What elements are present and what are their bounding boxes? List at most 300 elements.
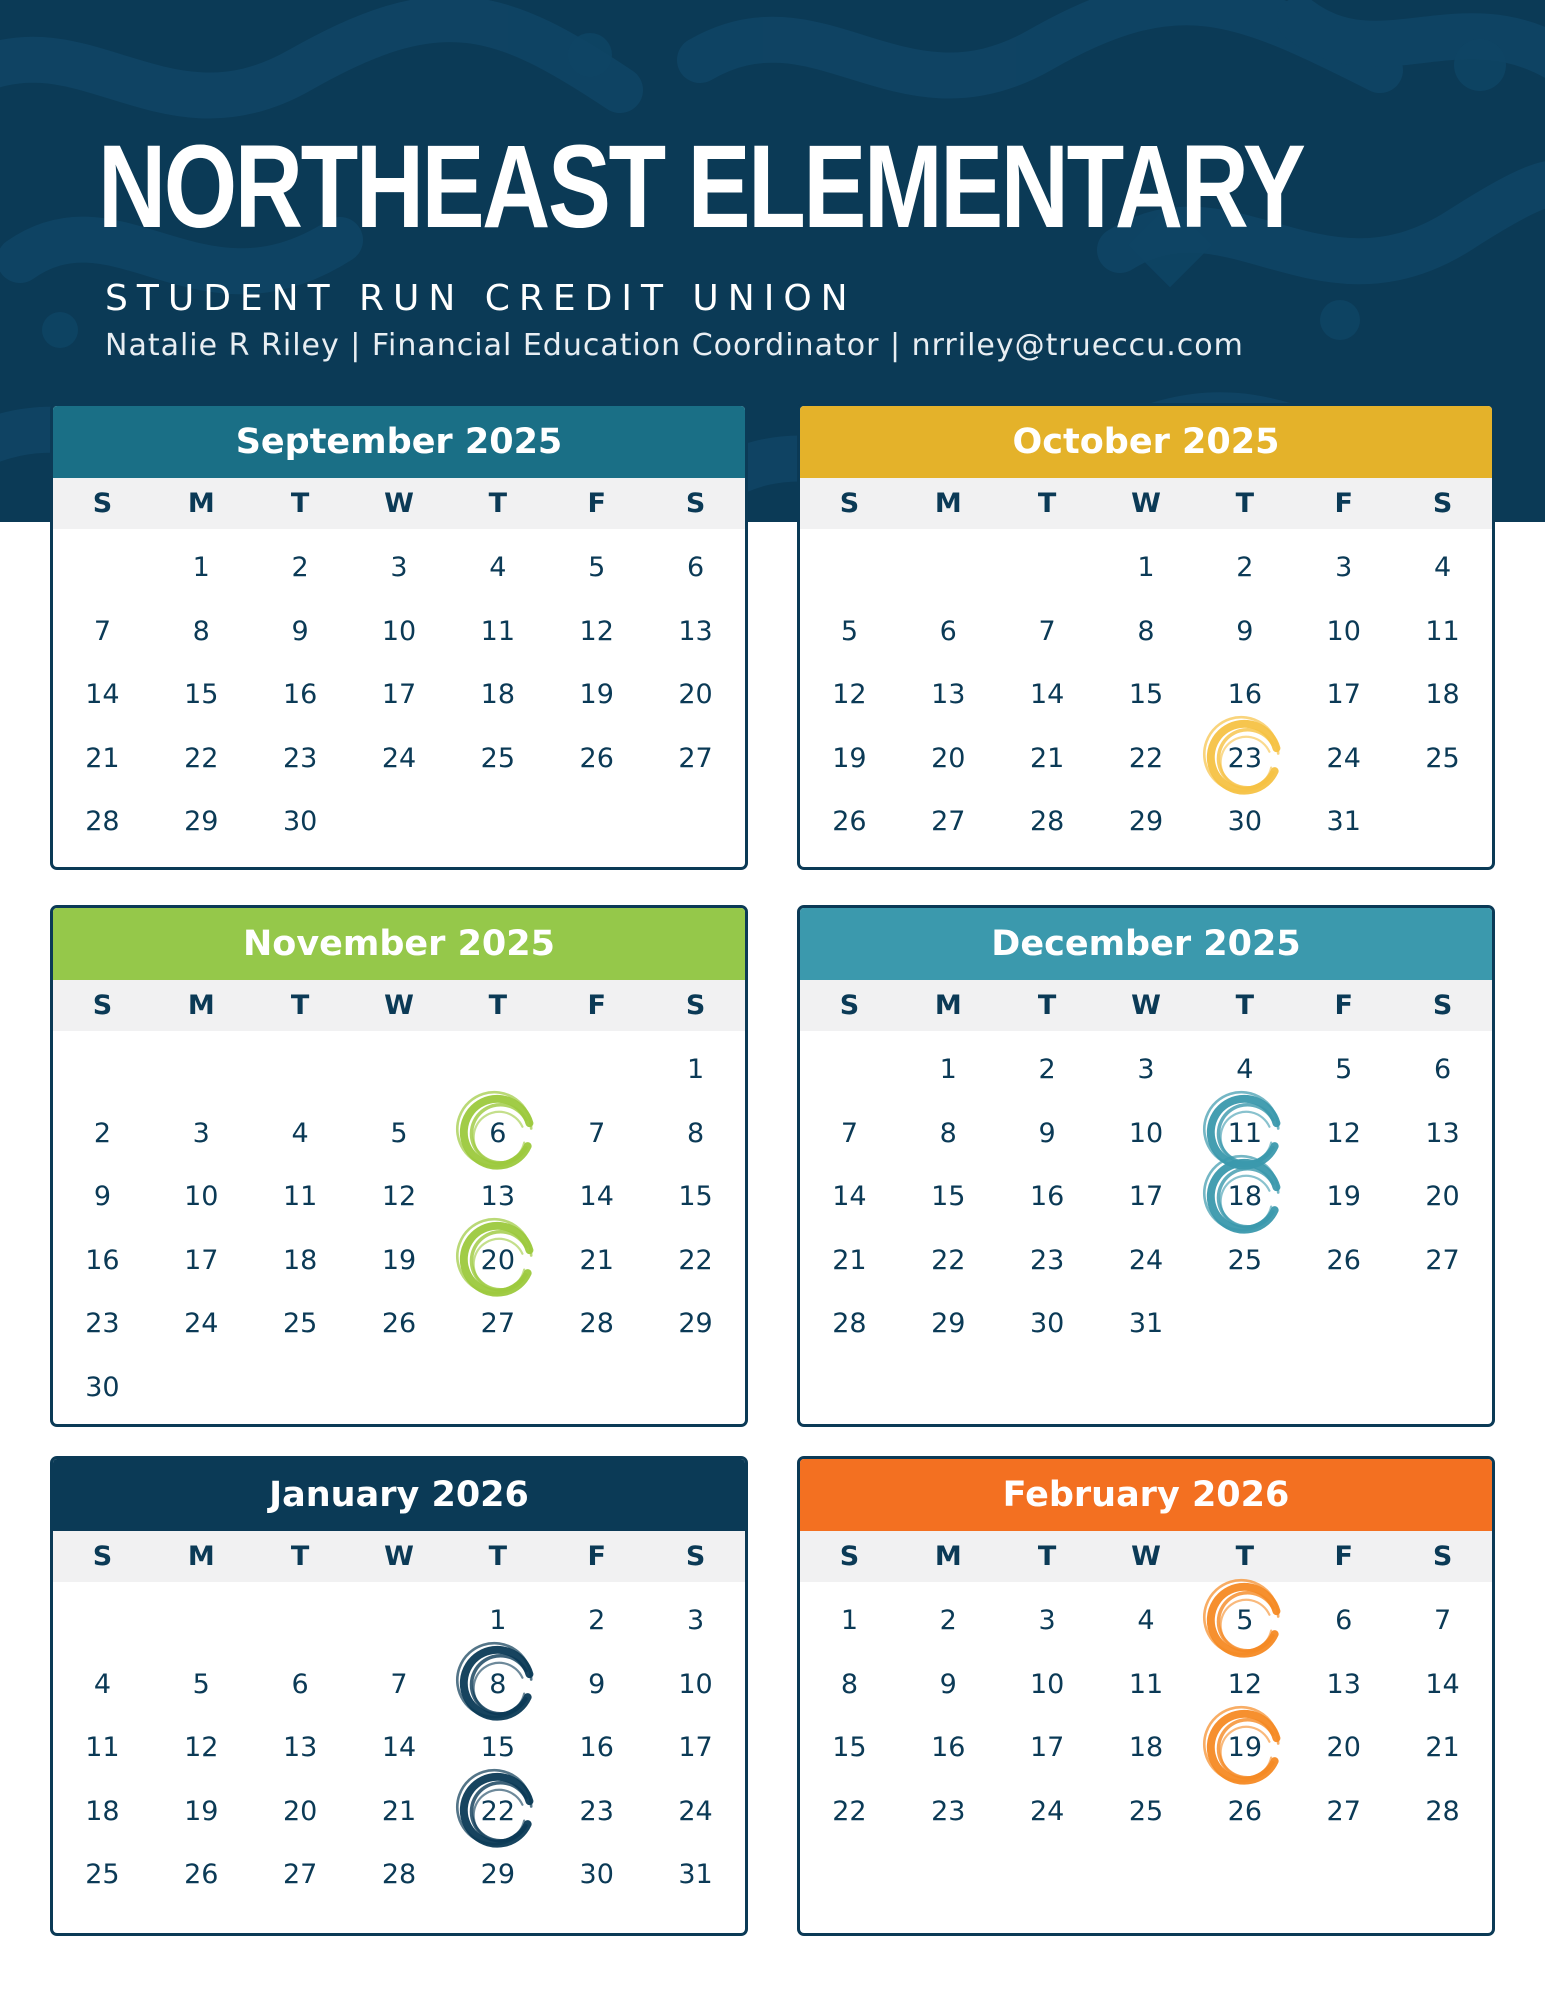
- day-cell: [998, 600, 1097, 664]
- day-number: 30: [282, 806, 318, 837]
- day-cell: [899, 1165, 998, 1229]
- day-number: 15: [480, 1732, 516, 1763]
- day-number: 3: [1137, 1054, 1155, 1085]
- day-cell: [1097, 1165, 1196, 1229]
- day-number: 8: [686, 1117, 705, 1149]
- day-number: 26: [1326, 1244, 1361, 1276]
- weekday-label: W: [1131, 1541, 1161, 1572]
- day-cell: [350, 1165, 449, 1229]
- day-number: 6: [939, 615, 957, 647]
- day-cell: [251, 1716, 350, 1780]
- day-number: 28: [85, 806, 120, 837]
- day-number: 18: [1227, 1181, 1263, 1212]
- weekday-label: M: [187, 488, 215, 519]
- empty-day-cell: [547, 1038, 646, 1102]
- day-cell: [152, 1229, 251, 1293]
- day-number: 27: [480, 1308, 516, 1339]
- day-number: 15: [184, 679, 219, 710]
- day-grid: [53, 1582, 745, 1907]
- day-number: 7: [1038, 615, 1056, 647]
- day-cell: [899, 727, 998, 791]
- day-number: 9: [1236, 615, 1254, 647]
- day-number: 20: [1425, 1181, 1460, 1212]
- day-number: 24: [184, 1308, 219, 1339]
- day-cell: [800, 1716, 899, 1780]
- month-title: November 2025: [53, 908, 745, 980]
- day-cell: [251, 600, 350, 664]
- day-number: 19: [832, 742, 867, 774]
- day-cell: [350, 1716, 449, 1780]
- day-number: 2: [291, 552, 309, 583]
- day-number: 22: [678, 1244, 713, 1276]
- day-cell: [1097, 1038, 1196, 1102]
- day-number: 7: [1433, 1605, 1452, 1636]
- day-number: 26: [1227, 1795, 1263, 1827]
- day-cell: [800, 1165, 899, 1229]
- day-cell: [1294, 727, 1393, 791]
- weekday-label: S: [1432, 1541, 1453, 1572]
- day-cell: [251, 1229, 350, 1293]
- day-cell: [350, 600, 449, 664]
- day-number: 29: [1128, 806, 1164, 837]
- day-cell: [899, 1292, 998, 1356]
- day-number: 11: [480, 615, 516, 647]
- day-number: 28: [832, 1308, 867, 1339]
- day-number: 20: [678, 679, 713, 710]
- weekday-label: F: [587, 488, 606, 519]
- day-cell: [899, 663, 998, 727]
- day-cell: [350, 1102, 449, 1166]
- month-title: February 2026: [800, 1459, 1492, 1531]
- day-number: 12: [184, 1732, 219, 1763]
- day-cell: [1294, 536, 1393, 600]
- day-number: 14: [1029, 679, 1065, 710]
- day-cell: [350, 663, 449, 727]
- weekday-label: M: [187, 990, 215, 1021]
- day-number: 17: [184, 1244, 219, 1276]
- day-number: 14: [381, 1732, 417, 1763]
- weekday-label: T: [488, 1541, 508, 1572]
- day-cell: [1393, 600, 1492, 664]
- day-cell: [53, 1356, 152, 1420]
- day-cell: [899, 1780, 998, 1844]
- day-number: 21: [579, 1244, 614, 1276]
- day-number: 3: [192, 1117, 210, 1149]
- day-cell: [998, 1780, 1097, 1844]
- month-calendar-october-2025: [797, 403, 1495, 870]
- day-cell: [1195, 727, 1294, 791]
- day-cell: [1097, 1716, 1196, 1780]
- day-cell: [1393, 1038, 1492, 1102]
- day-number: 11: [282, 1181, 318, 1212]
- day-number: 2: [93, 1117, 112, 1149]
- day-cell: [152, 1780, 251, 1844]
- day-number: 12: [579, 615, 614, 647]
- day-number: 19: [1326, 1181, 1361, 1212]
- day-number: 21: [85, 742, 120, 774]
- day-cell: [53, 1843, 152, 1907]
- weekday-label: M: [187, 1541, 215, 1572]
- empty-day-cell: [800, 1038, 899, 1102]
- month-calendar-february-2026: [797, 1456, 1495, 1936]
- day-number: 17: [381, 679, 417, 710]
- day-cell: [1393, 1716, 1492, 1780]
- day-number: 6: [1433, 1054, 1452, 1085]
- day-cell: [1393, 1653, 1492, 1717]
- day-cell: [998, 663, 1097, 727]
- day-number: 5: [1236, 1605, 1254, 1636]
- day-cell: [350, 1843, 449, 1907]
- weekday-header-row: [53, 478, 745, 529]
- day-number: 10: [1128, 1117, 1164, 1149]
- day-number: 13: [282, 1732, 318, 1763]
- day-cell: [350, 1292, 449, 1356]
- weekday-label: M: [934, 1541, 962, 1572]
- day-cell: [1294, 1780, 1393, 1844]
- day-cell: [800, 1102, 899, 1166]
- day-number: 9: [939, 1668, 957, 1700]
- day-grid: [800, 1031, 1492, 1356]
- day-cell: [350, 1229, 449, 1293]
- day-cell: [251, 727, 350, 791]
- empty-day-cell: [53, 1038, 152, 1102]
- day-number: 24: [1128, 1244, 1164, 1276]
- day-number: 26: [579, 742, 614, 774]
- day-number: 19: [184, 1795, 219, 1827]
- day-cell: [1294, 663, 1393, 727]
- day-number: 11: [1425, 615, 1460, 647]
- day-number: 13: [480, 1181, 516, 1212]
- day-cell: [152, 1102, 251, 1166]
- day-cell: [998, 1229, 1097, 1293]
- day-number: 7: [588, 1117, 606, 1149]
- day-cell: [547, 1589, 646, 1653]
- day-cell: [251, 1843, 350, 1907]
- day-cell: [448, 1229, 547, 1293]
- day-number: 3: [390, 552, 408, 583]
- day-number: 4: [489, 552, 507, 583]
- day-number: 15: [832, 1732, 867, 1763]
- weekday-label: F: [587, 1541, 606, 1572]
- day-cell: [1294, 790, 1393, 854]
- day-cell: [646, 1780, 745, 1844]
- day-cell: [998, 1102, 1097, 1166]
- day-cell: [251, 1653, 350, 1717]
- day-cell: [1097, 1780, 1196, 1844]
- day-cell: [998, 1716, 1097, 1780]
- day-number: 30: [1227, 806, 1263, 837]
- day-number: 2: [939, 1605, 957, 1636]
- day-number: 29: [480, 1859, 516, 1890]
- empty-day-cell: [251, 1038, 350, 1102]
- day-cell: [800, 1780, 899, 1844]
- day-cell: [1294, 1653, 1393, 1717]
- day-cell: [547, 1292, 646, 1356]
- day-number: 23: [931, 1795, 966, 1827]
- day-cell: [53, 1102, 152, 1166]
- day-cell: [251, 1780, 350, 1844]
- weekday-label: T: [1037, 990, 1057, 1021]
- day-cell: [646, 600, 745, 664]
- day-cell: [1294, 1229, 1393, 1293]
- weekday-label: S: [839, 1541, 860, 1572]
- day-cell: [1393, 1165, 1492, 1229]
- day-cell: [152, 1653, 251, 1717]
- day-cell: [1097, 1229, 1196, 1293]
- day-number: 5: [1335, 1054, 1353, 1085]
- weekday-header-row: [53, 980, 745, 1031]
- day-number: 16: [1227, 679, 1263, 710]
- day-cell: [53, 663, 152, 727]
- empty-day-cell: [998, 536, 1097, 600]
- day-number: 20: [480, 1244, 516, 1276]
- day-number: 23: [85, 1308, 120, 1339]
- day-grid: [53, 1031, 745, 1419]
- day-cell: [251, 790, 350, 854]
- day-cell: [1393, 1780, 1492, 1844]
- day-cell: [899, 790, 998, 854]
- day-cell: [1097, 663, 1196, 727]
- day-number: 6: [291, 1668, 309, 1700]
- day-cell: [547, 1653, 646, 1717]
- day-number: 25: [282, 1308, 318, 1339]
- day-number: 5: [390, 1117, 408, 1149]
- day-number: 22: [184, 742, 219, 774]
- day-number: 8: [840, 1668, 859, 1700]
- day-cell: [899, 1038, 998, 1102]
- weekday-label: S: [685, 1541, 706, 1572]
- organization-subtitle: STUDENT RUN CREDIT UNION: [105, 278, 857, 319]
- weekday-label: S: [1432, 488, 1453, 519]
- day-cell: [998, 1653, 1097, 1717]
- weekday-header-row: [800, 478, 1492, 529]
- day-number: 4: [93, 1668, 112, 1700]
- day-cell: [800, 1653, 899, 1717]
- day-number: 16: [931, 1732, 966, 1763]
- day-number: 26: [381, 1308, 417, 1339]
- day-number: 18: [1128, 1732, 1164, 1763]
- day-number: 4: [1137, 1605, 1155, 1636]
- day-cell: [899, 1229, 998, 1293]
- day-cell: [152, 1292, 251, 1356]
- day-number: 5: [840, 615, 859, 647]
- day-number: 19: [579, 679, 614, 710]
- day-number: 13: [931, 679, 966, 710]
- day-cell: [53, 600, 152, 664]
- day-number: 16: [579, 1732, 614, 1763]
- day-number: 6: [1335, 1605, 1353, 1636]
- day-number: 1: [840, 1605, 859, 1636]
- weekday-label: S: [92, 1541, 113, 1572]
- day-number: 17: [1029, 1732, 1065, 1763]
- day-cell: [899, 1716, 998, 1780]
- day-number: 10: [1029, 1668, 1065, 1700]
- day-number: 21: [1425, 1732, 1460, 1763]
- empty-day-cell: [350, 1589, 449, 1653]
- day-cell: [152, 600, 251, 664]
- day-number: 12: [381, 1181, 417, 1212]
- day-cell: [448, 1102, 547, 1166]
- day-number: 13: [1326, 1668, 1361, 1700]
- day-number: 23: [282, 742, 318, 774]
- day-number: 16: [1029, 1181, 1065, 1212]
- day-cell: [547, 600, 646, 664]
- day-cell: [1097, 1589, 1196, 1653]
- day-number: 24: [381, 742, 417, 774]
- day-number: 24: [1326, 742, 1361, 774]
- day-cell: [1294, 1589, 1393, 1653]
- day-number: 11: [85, 1732, 120, 1763]
- day-number: 13: [1425, 1117, 1460, 1149]
- day-number: 29: [931, 1308, 966, 1339]
- day-cell: [646, 1589, 745, 1653]
- day-cell: [998, 1165, 1097, 1229]
- weekday-label: S: [92, 488, 113, 519]
- day-cell: [800, 790, 899, 854]
- day-cell: [152, 536, 251, 600]
- empty-day-cell: [152, 1589, 251, 1653]
- day-cell: [1195, 1716, 1294, 1780]
- day-number: 18: [480, 679, 516, 710]
- day-cell: [646, 1716, 745, 1780]
- day-number: 25: [1227, 1244, 1263, 1276]
- day-grid: [800, 1582, 1492, 1843]
- month-calendar-january-2026: [50, 1456, 748, 1936]
- day-cell: [800, 1589, 899, 1653]
- day-number: 28: [381, 1859, 417, 1890]
- day-cell: [1393, 663, 1492, 727]
- day-number: 6: [489, 1117, 507, 1149]
- day-number: 2: [1038, 1054, 1056, 1085]
- day-cell: [899, 600, 998, 664]
- day-number: 28: [1029, 806, 1065, 837]
- day-cell: [1393, 536, 1492, 600]
- empty-day-cell: [53, 1589, 152, 1653]
- day-number: 4: [291, 1117, 309, 1149]
- day-number: 23: [1029, 1244, 1065, 1276]
- day-cell: [1393, 1102, 1492, 1166]
- day-cell: [1294, 1038, 1393, 1102]
- day-cell: [1097, 1653, 1196, 1717]
- day-cell: [1097, 600, 1196, 664]
- day-number: 19: [1227, 1732, 1263, 1763]
- day-number: 21: [832, 1244, 867, 1276]
- day-number: 24: [678, 1795, 713, 1827]
- day-number: 8: [192, 615, 210, 647]
- day-cell: [1393, 727, 1492, 791]
- weekday-label: W: [384, 1541, 414, 1572]
- day-number: 9: [93, 1181, 112, 1212]
- day-cell: [547, 1716, 646, 1780]
- day-cell: [251, 1165, 350, 1229]
- day-number: 12: [1326, 1117, 1361, 1149]
- day-number: 15: [931, 1181, 966, 1212]
- day-cell: [646, 1843, 745, 1907]
- day-number: 10: [678, 1668, 713, 1700]
- day-cell: [448, 1653, 547, 1717]
- day-number: 17: [1128, 1181, 1164, 1212]
- day-number: 30: [85, 1371, 120, 1403]
- day-cell: [1195, 1589, 1294, 1653]
- day-cell: [1097, 1102, 1196, 1166]
- day-number: 25: [480, 742, 516, 774]
- day-number: 18: [282, 1244, 318, 1276]
- day-number: 9: [588, 1668, 606, 1700]
- day-cell: [152, 727, 251, 791]
- day-cell: [53, 1165, 152, 1229]
- day-number: 28: [579, 1308, 614, 1339]
- day-number: 10: [184, 1181, 219, 1212]
- day-cell: [998, 727, 1097, 791]
- day-number: 31: [678, 1859, 713, 1890]
- day-number: 29: [678, 1308, 713, 1339]
- day-cell: [899, 1589, 998, 1653]
- day-number: 24: [1029, 1795, 1065, 1827]
- day-number: 23: [1227, 742, 1263, 774]
- day-number: 9: [1038, 1117, 1056, 1149]
- day-cell: [350, 536, 449, 600]
- weekday-label: W: [384, 488, 414, 519]
- weekday-label: W: [384, 990, 414, 1021]
- day-cell: [152, 1843, 251, 1907]
- day-number: 1: [1137, 552, 1155, 583]
- day-number: 19: [381, 1244, 417, 1276]
- day-cell: [1393, 1589, 1492, 1653]
- day-cell: [448, 663, 547, 727]
- day-cell: [547, 1102, 646, 1166]
- month-title: January 2026: [53, 1459, 745, 1531]
- day-number: 30: [1029, 1308, 1065, 1339]
- day-number: 26: [832, 806, 867, 837]
- day-number: 12: [832, 679, 867, 710]
- day-number: 22: [1128, 742, 1164, 774]
- weekday-header-row: [800, 1531, 1492, 1582]
- weekday-header-row: [800, 980, 1492, 1031]
- weekday-label: F: [1334, 488, 1353, 519]
- day-number: 29: [184, 806, 219, 837]
- weekday-label: T: [1235, 488, 1255, 519]
- day-cell: [350, 1653, 449, 1717]
- day-cell: [1097, 536, 1196, 600]
- day-number: 22: [832, 1795, 867, 1827]
- day-number: 12: [1227, 1668, 1263, 1700]
- day-cell: [1097, 790, 1196, 854]
- day-cell: [646, 536, 745, 600]
- empty-day-cell: [251, 1589, 350, 1653]
- day-number: 4: [1236, 1054, 1254, 1085]
- day-number: 1: [686, 1054, 705, 1085]
- weekday-label: T: [1235, 990, 1255, 1021]
- month-calendar-december-2025: [797, 905, 1495, 1427]
- day-number: 1: [489, 1605, 507, 1636]
- day-number: 18: [85, 1795, 120, 1827]
- day-cell: [1195, 600, 1294, 664]
- day-number: 27: [282, 1859, 318, 1890]
- day-cell: [53, 1292, 152, 1356]
- weekday-label: T: [1235, 1541, 1255, 1572]
- day-cell: [350, 1780, 449, 1844]
- day-number: 8: [1137, 615, 1155, 647]
- day-number: 27: [1425, 1244, 1460, 1276]
- weekday-label: F: [1334, 990, 1353, 1021]
- day-cell: [547, 727, 646, 791]
- day-number: 21: [381, 1795, 417, 1827]
- day-number: 7: [840, 1117, 859, 1149]
- day-cell: [998, 1292, 1097, 1356]
- day-cell: [1294, 1165, 1393, 1229]
- day-cell: [547, 1165, 646, 1229]
- weekday-label: M: [934, 488, 962, 519]
